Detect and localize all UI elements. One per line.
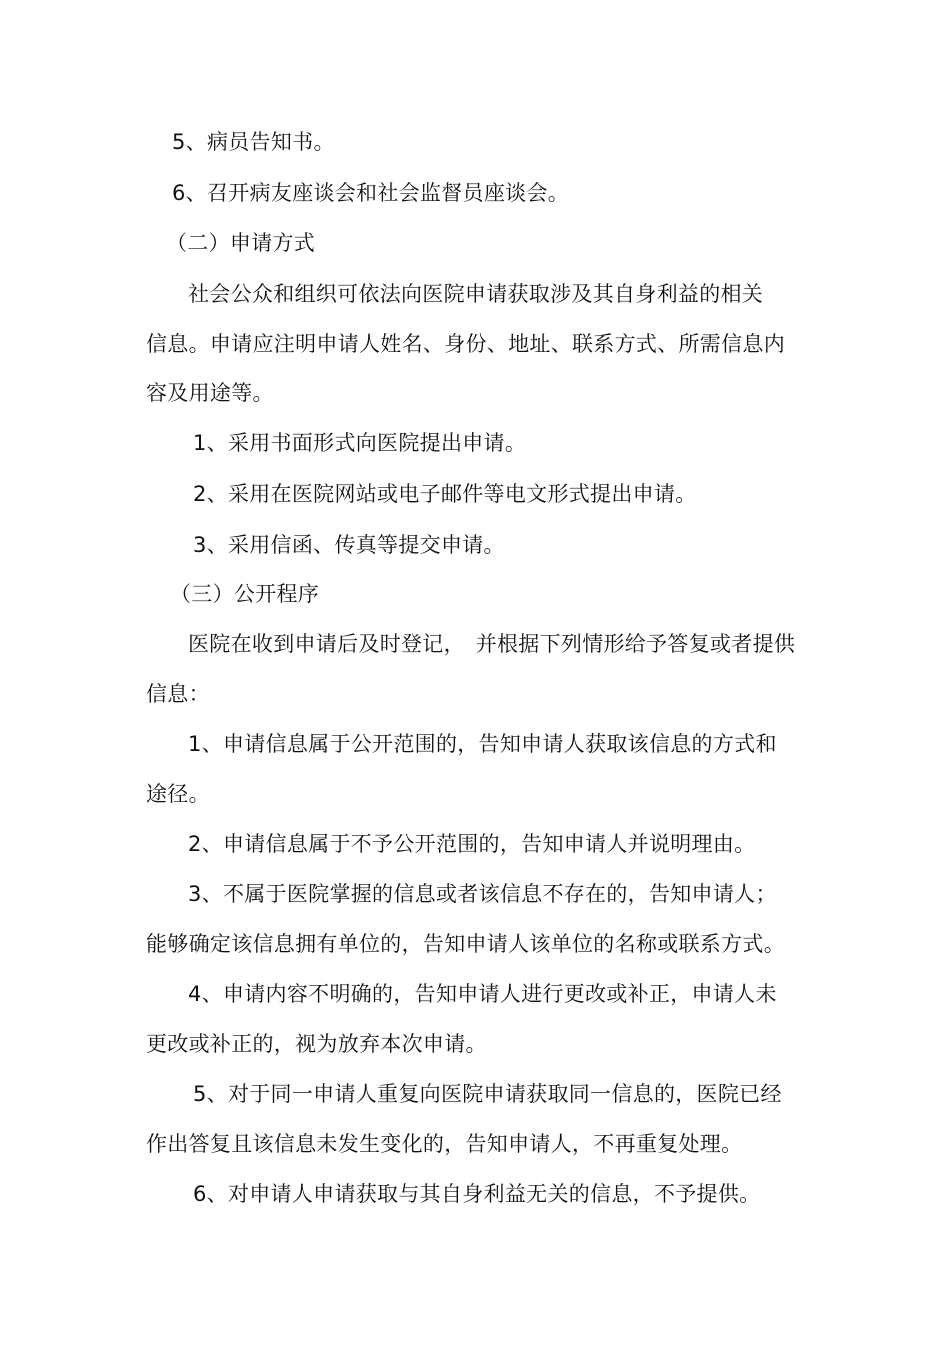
list-item-unclear-request-line-1: 4、申请内容不明确的，告知申请人进行更改或补正，申请人未: [188, 982, 777, 1006]
list-item-repeat-request-line-2: 作出答复且该信息未发生变化的，告知申请人，不再重复处理。: [146, 1132, 743, 1156]
list-item-public-scope-line-1: 1、申请信息属于公开范围的，告知申请人获取该信息的方式和: [188, 732, 777, 756]
paragraph-application-line-2: 信息。申请应注明申请人姓名、身份、地址、联系方式、所需信息内: [146, 332, 785, 356]
list-item-patient-notice: 5、病员告知书。: [172, 130, 335, 154]
section-heading-application-method: （二）申请方式: [166, 231, 316, 255]
list-item-unclear-request-line-2: 更改或补正的，视为放弃本次申请。: [146, 1032, 487, 1056]
list-item-forums: 6、召开病友座谈会和社会监督员座谈会。: [172, 181, 570, 205]
list-item-public-scope-line-2: 途径。: [146, 782, 210, 806]
list-item-electronic-application: 2、采用在医院网站或电子邮件等电文形式提出申请。: [193, 482, 697, 506]
list-item-unrelated-request: 6、对申请人申请获取与其自身利益无关的信息，不予提供。: [193, 1182, 761, 1206]
list-item-letter-fax-application: 3、采用信函、传真等提交申请。: [193, 533, 505, 557]
list-item-not-held-line-1: 3、不属于医院掌握的信息或者该信息不存在的，告知申请人；: [188, 882, 777, 906]
section-heading-disclosure-procedure: （三）公开程序: [170, 582, 320, 606]
paragraph-application-line-3: 容及用途等。: [146, 381, 274, 405]
paragraph-procedure-line-2: 信息：: [146, 682, 210, 706]
paragraph-application-line-1: 社会公众和组织可依法向医院申请获取涉及其自身利益的相关: [188, 282, 764, 306]
list-item-non-public-scope: 2、申请信息属于不予公开范围的，告知申请人并说明理由。: [188, 832, 756, 856]
list-item-written-application: 1、采用书面形式向医院提出申请。: [193, 431, 527, 455]
list-item-not-held-line-2: 能够确定该信息拥有单位的，告知申请人该单位的名称或联系方式。: [146, 932, 785, 956]
list-item-repeat-request-line-1: 5、对于同一申请人重复向医院申请获取同一信息的，医院已经: [193, 1082, 782, 1106]
paragraph-procedure-line-1: 医院在收到申请后及时登记， 并根据下列情形给予答复或者提供: [188, 632, 796, 656]
